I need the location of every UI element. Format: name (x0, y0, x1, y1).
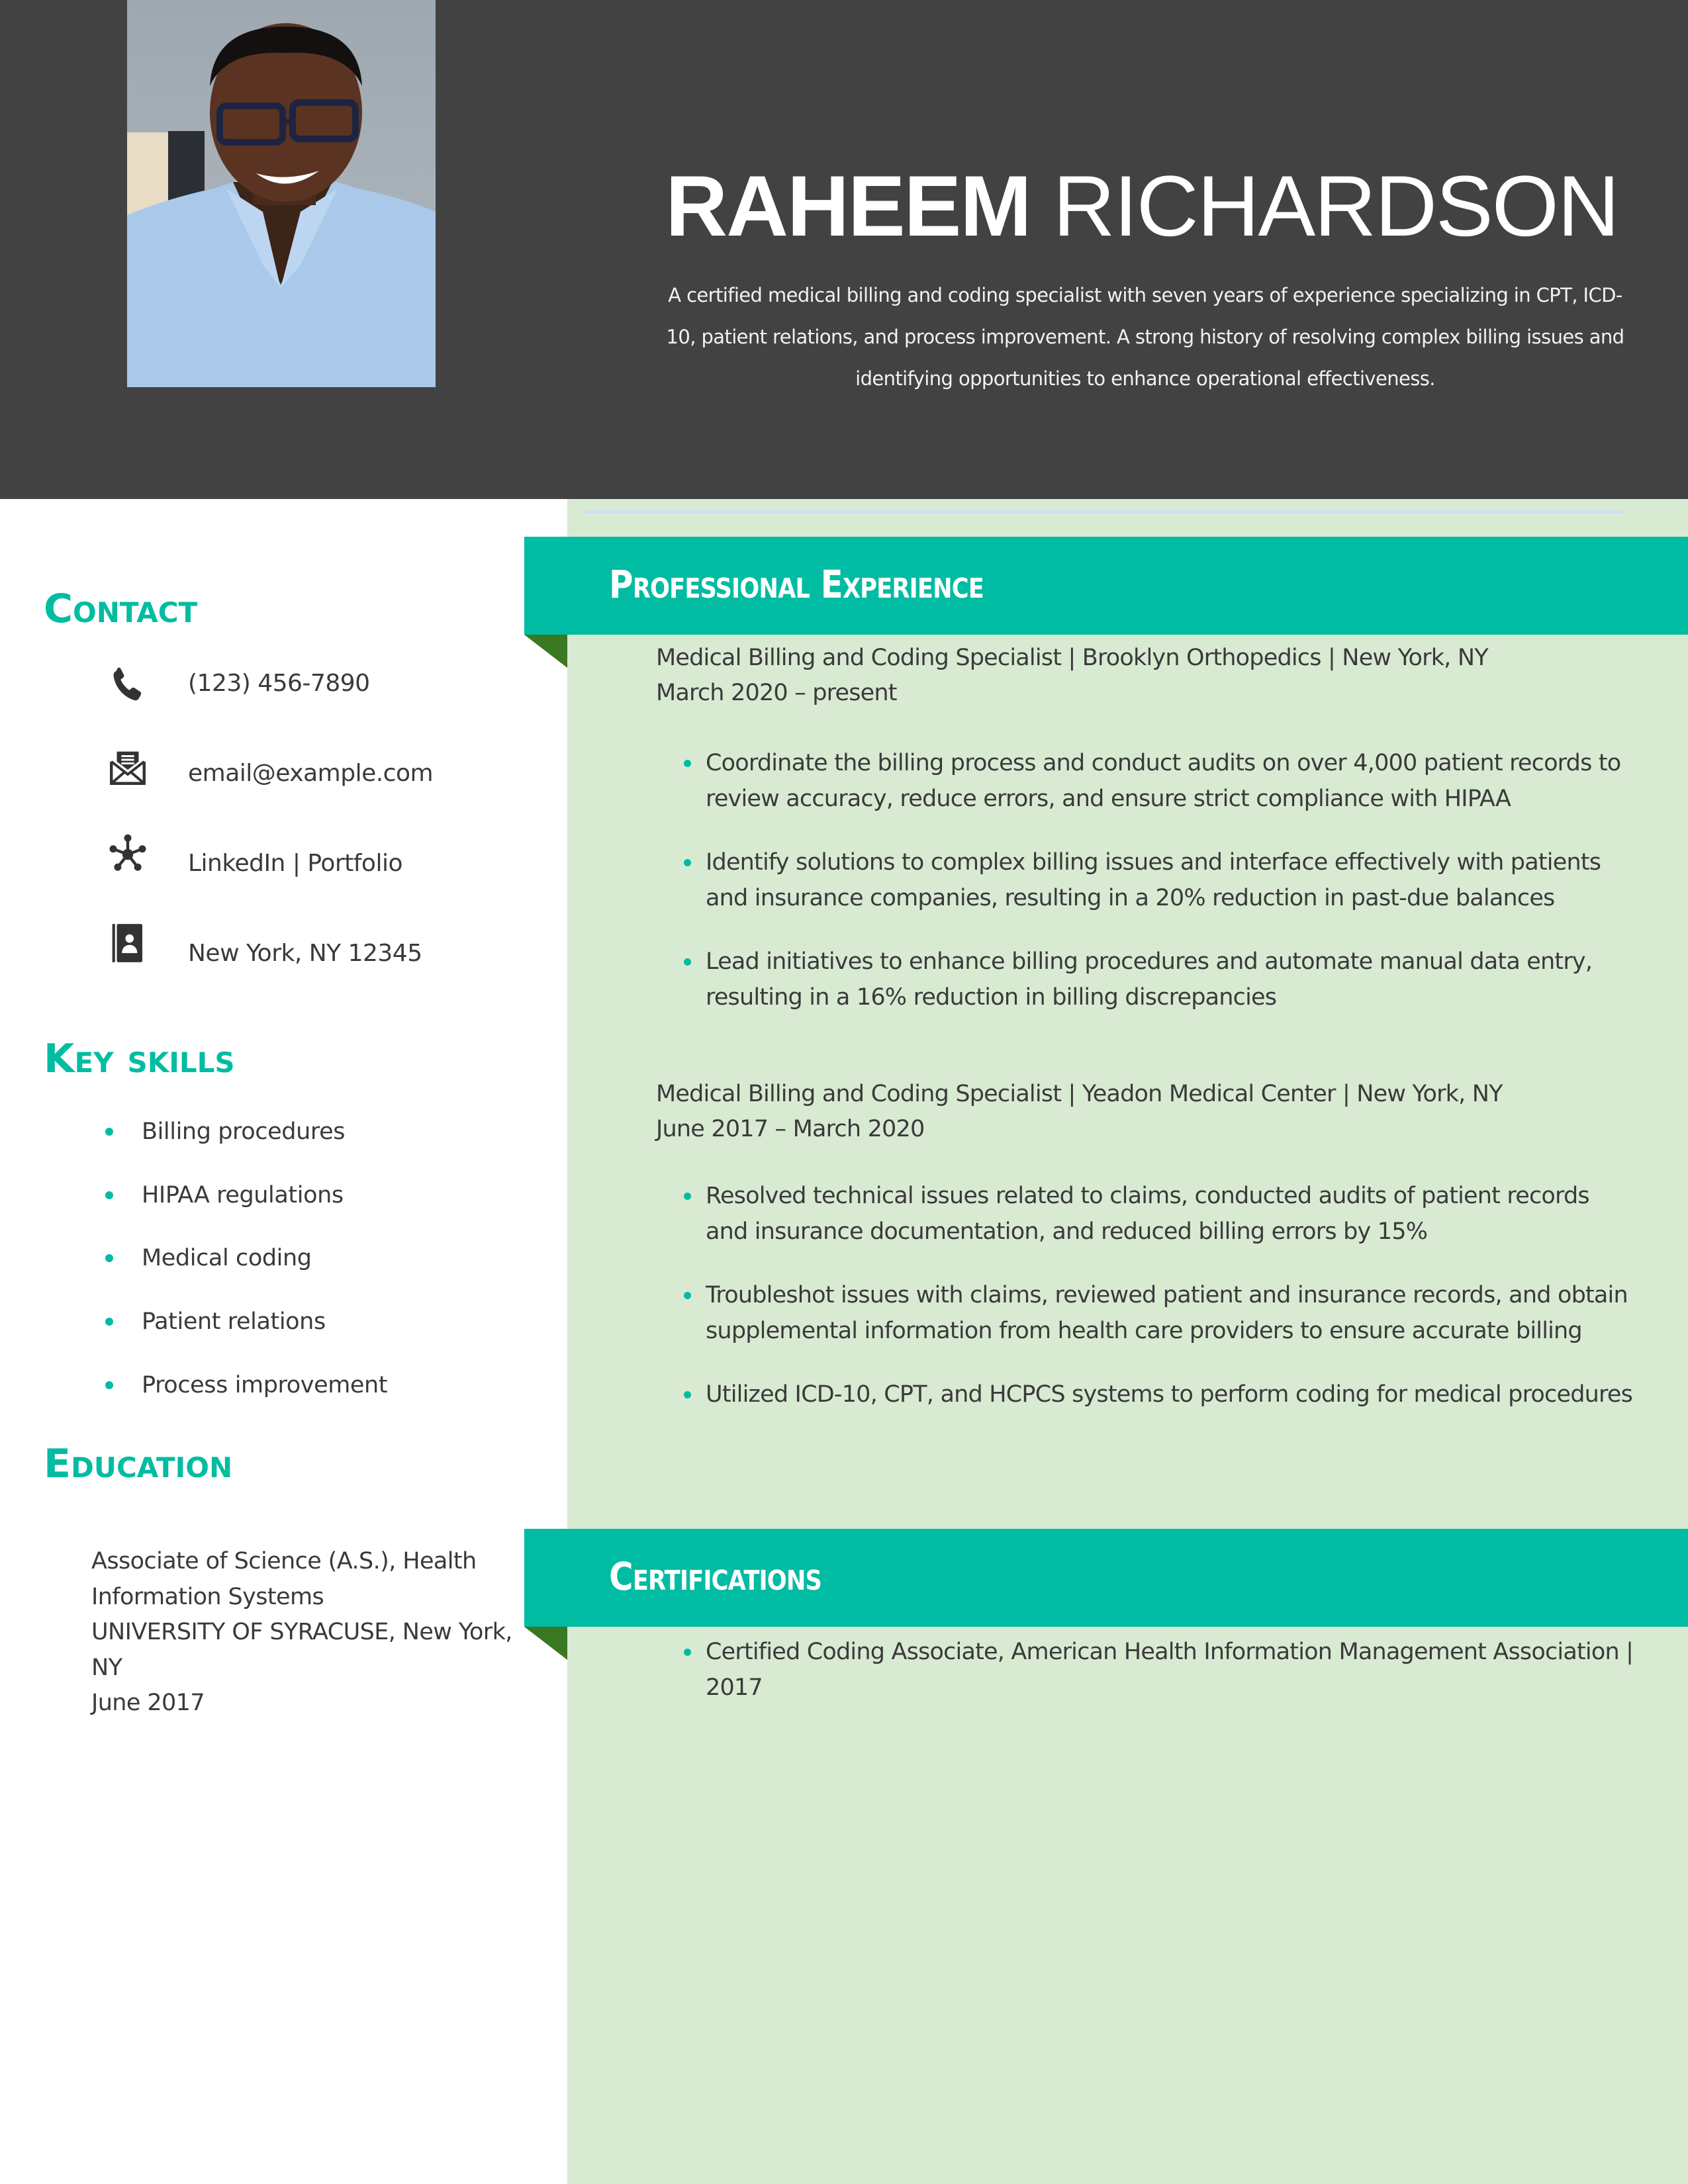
bullet-icon (105, 1318, 113, 1326)
envelope-icon (106, 745, 150, 789)
contact-links[interactable]: LinkedIn | Portfolio (188, 850, 402, 877)
skill-item: Process improvement (142, 1372, 388, 1398)
job-dates: March 2020 – present (656, 680, 897, 706)
certification-list (682, 1634, 1635, 1733)
job-bullet (682, 1377, 1635, 1412)
bullet-icon (684, 1391, 691, 1398)
contact-email[interactable]: email@example.com (188, 760, 434, 787)
job-bullet (682, 1277, 1635, 1349)
job-title-line: Medical Billing and Coding Specialist | Brooklyn Orthopedics | New York, NY (656, 645, 1488, 671)
banner-fold (524, 635, 567, 668)
bullet-icon (684, 760, 691, 767)
contact-phone[interactable]: (123) 456-7890 (188, 670, 370, 697)
education-school: UNIVERSITY OF SYRACUSE, New York, NY (91, 1619, 512, 1681)
skill-item: Patient relations (142, 1308, 326, 1335)
education-heading: Education (44, 1441, 233, 1487)
certification-text: Certified Coding Associate, American Health Information Management Association | 2017 (706, 1639, 1634, 1701)
bullet-icon (105, 1191, 113, 1199)
address-book-icon (106, 921, 150, 965)
skill-item: HIPAA regulations (142, 1182, 344, 1208)
bullet-text: Lead initiatives to enhance billing procedures and automate manual data entry, resulting in a 16% reduction in billing discrepancies (706, 948, 1593, 1011)
job-bullet (682, 745, 1635, 817)
certification-item (682, 1634, 1635, 1706)
certifications-heading: Certifications (609, 1554, 822, 1599)
profile-photo-illustration (127, 0, 436, 387)
contact-location: New York, NY 12345 (188, 940, 422, 967)
experience-heading: Professional Experience (609, 562, 984, 607)
job-bullets (682, 1178, 1635, 1440)
phone-icon (106, 664, 150, 707)
job-bullet (682, 844, 1635, 916)
bullet-text: Resolved technical issues related to claims, conducted audits of patient records and insurance documentation, and reduced billing errors by 15% (706, 1183, 1589, 1245)
bullet-text: Identify solutions to complex billing issues and interface effectively with patients and insurance companies, resulting in a 20% reduction in past-due balances (706, 849, 1601, 911)
bullet-icon (684, 1292, 691, 1299)
divider-line (585, 510, 1624, 514)
skill-item: Billing procedures (142, 1118, 346, 1145)
certifications-banner (524, 1529, 1688, 1627)
bullet-icon (105, 1254, 113, 1262)
last-name: RICHARDSON (1053, 158, 1618, 254)
education-date: June 2017 (91, 1690, 205, 1716)
bullet-icon (684, 1193, 691, 1200)
bullet-icon (684, 859, 691, 866)
job-bullet (682, 944, 1635, 1015)
profile-summary: A certified medical billing and coding specialist with seven years of experience specializing in CPT, ICD-10, patient relations, and process improvement. A strong history of resolving complex billing issues and identifying opportunities to enhance operational effectiveness. (666, 284, 1624, 390)
job-bullet (682, 1178, 1635, 1250)
banner-fold (524, 1627, 567, 1660)
job-bullets (682, 745, 1635, 1043)
education-degree: Associate of Science (A.S.), Health Information Systems (91, 1548, 477, 1610)
network-icon (106, 833, 150, 876)
first-name: RAHEEM (665, 158, 1031, 254)
education-entry (91, 1544, 522, 1721)
bullet-text: Coordinate the billing process and conduct audits on over 4,000 patient records to review accuracy, reduce errors, and ensure strict compliance with HIPAA (706, 750, 1621, 812)
bullet-text: Troubleshot issues with claims, reviewed patient and insurance records, and obtain supplemental information from health care providers to ensure accurate billing (706, 1282, 1628, 1344)
skill-item: Medical coding (142, 1245, 312, 1271)
bullet-icon (105, 1381, 113, 1389)
job-title-line: Medical Billing and Coding Specialist | Yeadon Medical Center | New York, NY (656, 1081, 1503, 1107)
contact-heading: Contact (44, 586, 198, 632)
skills-heading: Key skills (44, 1036, 235, 1082)
candidate-name (662, 156, 1622, 255)
job-dates: June 2017 – March 2020 (656, 1116, 925, 1142)
bullet-icon (684, 958, 691, 966)
profile-photo (127, 0, 436, 387)
bullet-icon (684, 1649, 691, 1656)
bullet-text: Utilized ICD-10, CPT, and HCPCS systems to perform coding for medical procedures (706, 1381, 1633, 1408)
bullet-icon (105, 1128, 113, 1136)
experience-banner (524, 537, 1688, 635)
